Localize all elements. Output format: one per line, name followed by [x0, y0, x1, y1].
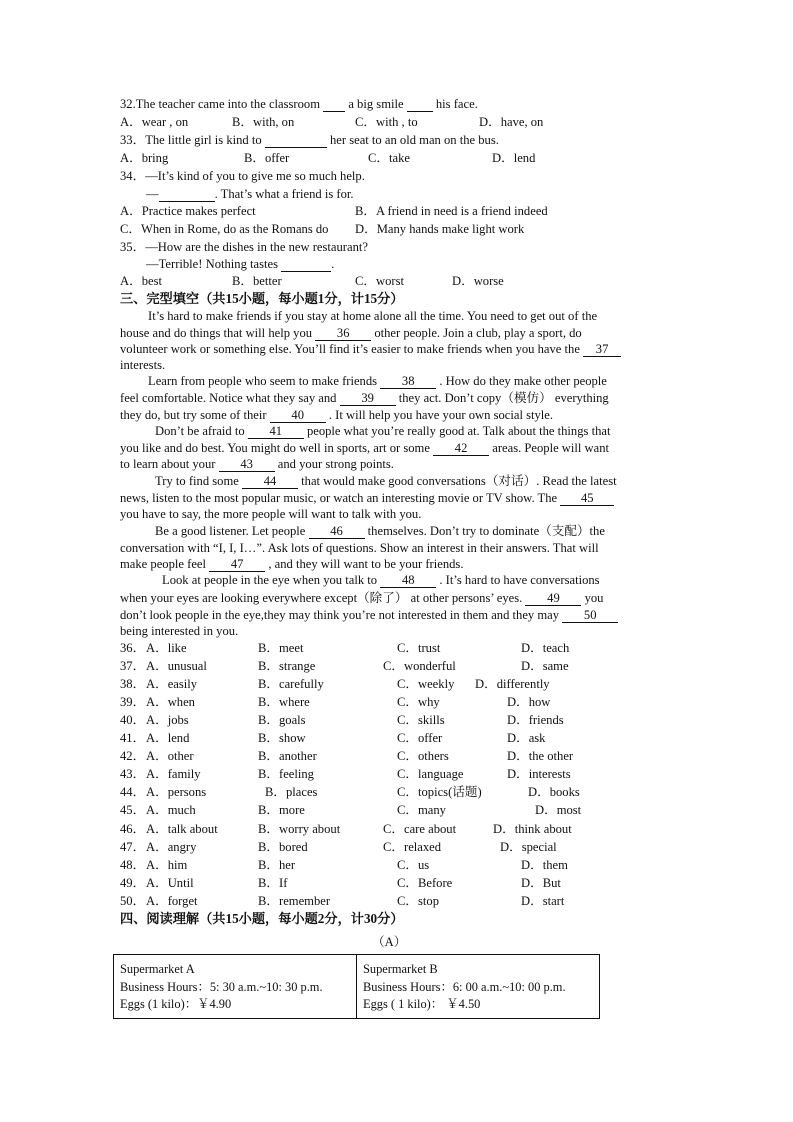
blank-45[interactable]: 45 — [560, 492, 614, 506]
blank-46[interactable]: 46 — [309, 525, 365, 539]
passage-line: Don’t be afraid to 41 people what you’re really good at. Talk about the things that — [155, 424, 611, 438]
passage-line: Be a good listener. Let people 46 themselves. Don’t try to dominate（支配）the — [155, 524, 605, 538]
blank-49[interactable]: 49 — [525, 592, 581, 606]
option[interactable]: B．bored — [258, 840, 308, 854]
passage-line: house and do things that will help you 36 other people. Join a club, play a sport, do — [120, 326, 582, 340]
option[interactable]: D．worse — [452, 274, 504, 288]
section-heading-cloze: 三、完型填空（共15小题，每小题1分，计15分） — [120, 291, 404, 306]
option[interactable]: D．differently — [475, 677, 550, 691]
answer-line: —Terrible! Nothing tastes . — [146, 257, 335, 271]
option[interactable]: C．others — [397, 749, 449, 763]
passage-line: make people feel 47 , and they will want to be your friends. — [120, 557, 464, 571]
blank[interactable] — [281, 258, 331, 272]
option-number: 45． — [120, 803, 146, 817]
option-number: 43． — [120, 767, 146, 781]
option[interactable]: A．lend — [146, 731, 190, 745]
passage-line: It’s hard to make friends if you stay at home alone all the time. You need to get out of the — [148, 309, 598, 323]
blank-48[interactable]: 48 — [380, 574, 436, 588]
option[interactable]: A．persons — [146, 785, 207, 799]
blank-47[interactable]: 47 — [209, 558, 265, 572]
option-number: 44． — [120, 785, 146, 799]
passage-line: you have to say, the more people will want to talk with you. — [120, 507, 422, 521]
passage-line: being interested in you. — [120, 624, 239, 638]
option[interactable]: D．Many hands make light work — [355, 222, 525, 236]
option[interactable]: C．relaxed — [383, 840, 442, 854]
blank-39[interactable]: 39 — [340, 392, 396, 406]
option[interactable]: C．stop — [397, 894, 439, 908]
option[interactable]: A．him — [146, 858, 188, 872]
option[interactable]: A．other — [146, 749, 194, 763]
option[interactable]: B．another — [258, 749, 317, 763]
blank-41[interactable]: 41 — [248, 425, 304, 439]
blank[interactable] — [407, 98, 433, 112]
blank[interactable] — [159, 188, 215, 202]
question-33: 33．The little girl is kind to her seat to an old man on the bus. — [120, 133, 499, 147]
option[interactable]: B．show — [258, 731, 306, 745]
option[interactable]: C．weekly — [397, 677, 455, 691]
option[interactable]: A．bring — [120, 151, 169, 165]
option[interactable]: D．teach — [521, 641, 570, 655]
passage-line: don’t look people in the eye,they may think you’re not interested in them and they may 50 — [120, 607, 618, 623]
option[interactable]: C．When in Rome, do as the Romans do — [120, 222, 329, 236]
option[interactable]: A．Practice makes perfect — [120, 204, 256, 218]
option[interactable]: A．Until — [146, 876, 194, 890]
option-number: 41． — [120, 731, 146, 745]
option[interactable]: D．But — [521, 876, 561, 890]
passage-line: Learn from people who seem to make friends 38 . How do they make other people — [148, 374, 607, 388]
option[interactable]: A．like — [146, 641, 187, 655]
option[interactable]: B．her — [258, 858, 296, 872]
option-number: 48． — [120, 858, 146, 872]
option-number: 36． — [120, 641, 146, 655]
option[interactable]: B．places — [265, 785, 318, 799]
passage-line: to learn about your 43 and your strong points. — [120, 457, 394, 471]
option[interactable]: A．easily — [146, 677, 198, 691]
option[interactable]: C．care about — [383, 822, 457, 836]
egg-price: Eggs ( 1 kilo)： ￥4.50 — [363, 997, 481, 1011]
option[interactable]: C．us — [397, 858, 430, 872]
option[interactable]: D．most — [535, 803, 582, 817]
passage-line: feel comfortable. Notice what they say and 39 they act. Don’t copy（模仿） everything — [120, 391, 609, 405]
option[interactable]: B．remember — [258, 894, 331, 908]
option[interactable]: C．many — [397, 803, 446, 817]
option[interactable]: C．worst — [355, 274, 404, 288]
option[interactable]: C．language — [397, 767, 464, 781]
blank-50[interactable]: 50 — [562, 609, 618, 623]
passage-line: you like and do best. You might do well in sports, art or some 42 areas. People will want — [120, 441, 610, 455]
blank-38[interactable]: 38 — [380, 375, 436, 389]
option-number: 39． — [120, 695, 146, 709]
passage-line: conversation with “I, I, I…”. Ask lots of questions. Show an interest in their answers. That will — [120, 541, 599, 555]
blank-37[interactable]: 37 — [583, 343, 621, 357]
option[interactable]: D．how — [507, 695, 551, 709]
option[interactable]: C．why — [397, 695, 440, 709]
option[interactable]: B．with, on — [232, 115, 295, 129]
option-number: 42． — [120, 749, 146, 763]
supermarket-table — [113, 954, 600, 1019]
option-number: 46． — [120, 822, 146, 836]
blank[interactable] — [265, 134, 327, 148]
option-number: 49． — [120, 876, 146, 890]
option[interactable]: A．much — [146, 803, 196, 817]
option-number: 38． — [120, 677, 146, 691]
passage-line: they do, but try some of their 40 . It will help you have your own social style. — [120, 408, 554, 422]
option[interactable]: C．topics(话题) — [397, 785, 482, 799]
answer-line: — . That’s what a friend is for. — [146, 187, 354, 201]
question-32: 32.The teacher came into the classroom a big smile his face. — [120, 97, 478, 111]
option[interactable]: B．goals — [258, 713, 306, 727]
option[interactable]: A．talk about — [146, 822, 218, 836]
option[interactable]: D．friends — [507, 713, 564, 727]
option[interactable]: C．with , to — [355, 115, 418, 129]
passage-line: Look at people in the eye when you talk to 48 . It’s hard to have conversations — [162, 573, 600, 587]
business-hours: Business Hours：5: 30 a.m.~10: 30 p.m. — [120, 979, 323, 994]
option[interactable]: B．where — [258, 695, 310, 709]
supermarket-name: Supermarket A — [120, 962, 195, 976]
option[interactable]: D．lend — [492, 151, 536, 165]
option[interactable]: D．special — [500, 840, 557, 854]
passage-line: Try to find some 44 that would make good conversations（对话）. Read the latest — [155, 474, 617, 488]
passage-line: interests. — [120, 358, 166, 372]
blank[interactable] — [323, 98, 345, 112]
option[interactable]: D．have, on — [479, 115, 544, 129]
option[interactable]: A．family — [146, 767, 201, 781]
question-35: 35．—How are the dishes in the new restaurant? — [120, 240, 368, 254]
option[interactable]: B．offer — [244, 151, 290, 165]
blank-43[interactable]: 43 — [219, 458, 275, 472]
option-number: 37． — [120, 659, 146, 673]
option-number: 40． — [120, 713, 146, 727]
option[interactable]: A．when — [146, 695, 195, 709]
blank-40[interactable]: 40 — [270, 409, 326, 423]
passage-label: （A） — [372, 935, 407, 949]
option[interactable]: A．forget — [146, 894, 198, 908]
option[interactable]: A．best — [120, 274, 162, 288]
passage-line: when your eyes are looking everywhere except（除了） at other persons’ eyes. 49 you — [120, 591, 604, 605]
option[interactable]: C．wonderful — [383, 659, 456, 673]
option[interactable]: D．ask — [507, 731, 546, 745]
option[interactable]: C．take — [368, 151, 410, 165]
option[interactable]: A．wear , on — [120, 115, 189, 129]
passage-line: volunteer work or something else. You’ll find it’s easier to make friends when you have the 37 — [120, 341, 621, 357]
option[interactable]: D．think about — [493, 822, 572, 836]
option[interactable]: D．start — [521, 894, 565, 908]
option[interactable]: D．interests — [507, 767, 571, 781]
option[interactable]: D．same — [521, 659, 569, 673]
blank-44[interactable]: 44 — [242, 475, 298, 489]
option[interactable]: D．the other — [507, 749, 574, 763]
option[interactable]: B．A friend in need is a friend indeed — [355, 204, 548, 218]
option[interactable]: B．If — [258, 876, 288, 890]
option-number: 50． — [120, 894, 146, 908]
blank-36[interactable]: 36 — [315, 327, 371, 341]
option[interactable]: D．them — [521, 858, 568, 872]
passage-line: news, listen to the most popular music, or watch an interesting movie or TV show. The 45 — [120, 490, 614, 506]
option[interactable]: C．Before — [397, 876, 453, 890]
option[interactable]: A．unusual — [146, 659, 207, 673]
option[interactable]: C．trust — [397, 641, 441, 655]
option[interactable]: C．skills — [397, 713, 445, 727]
question-34: 34．—It’s kind of you to give me so much help. — [120, 169, 365, 183]
option[interactable]: B．more — [258, 803, 305, 817]
section-heading-reading: 四、阅读理解（共15小题，每小题2分，计30分） — [120, 911, 404, 926]
blank-42[interactable]: 42 — [433, 442, 489, 456]
supermarket-b-cell — [357, 955, 600, 1019]
option[interactable]: A．jobs — [146, 713, 189, 727]
option[interactable]: D．books — [528, 785, 580, 799]
supermarket-a-cell — [114, 955, 357, 1019]
egg-price: Eggs (1 kilo)：￥4.90 — [120, 997, 232, 1011]
option[interactable]: B．better — [232, 274, 282, 288]
option[interactable]: B．worry about — [258, 822, 341, 836]
option[interactable]: B．carefully — [258, 677, 324, 691]
supermarket-name: Supermarket B — [363, 962, 438, 976]
option[interactable]: B．feeling — [258, 767, 314, 781]
option[interactable]: B．meet — [258, 641, 304, 655]
option[interactable]: C．offer — [397, 731, 443, 745]
option[interactable]: A．angry — [146, 840, 197, 854]
option[interactable]: B．strange — [258, 659, 316, 673]
option-number: 47． — [120, 840, 146, 854]
business-hours: Business Hours：6: 00 a.m.~10: 00 p.m. — [363, 979, 566, 994]
